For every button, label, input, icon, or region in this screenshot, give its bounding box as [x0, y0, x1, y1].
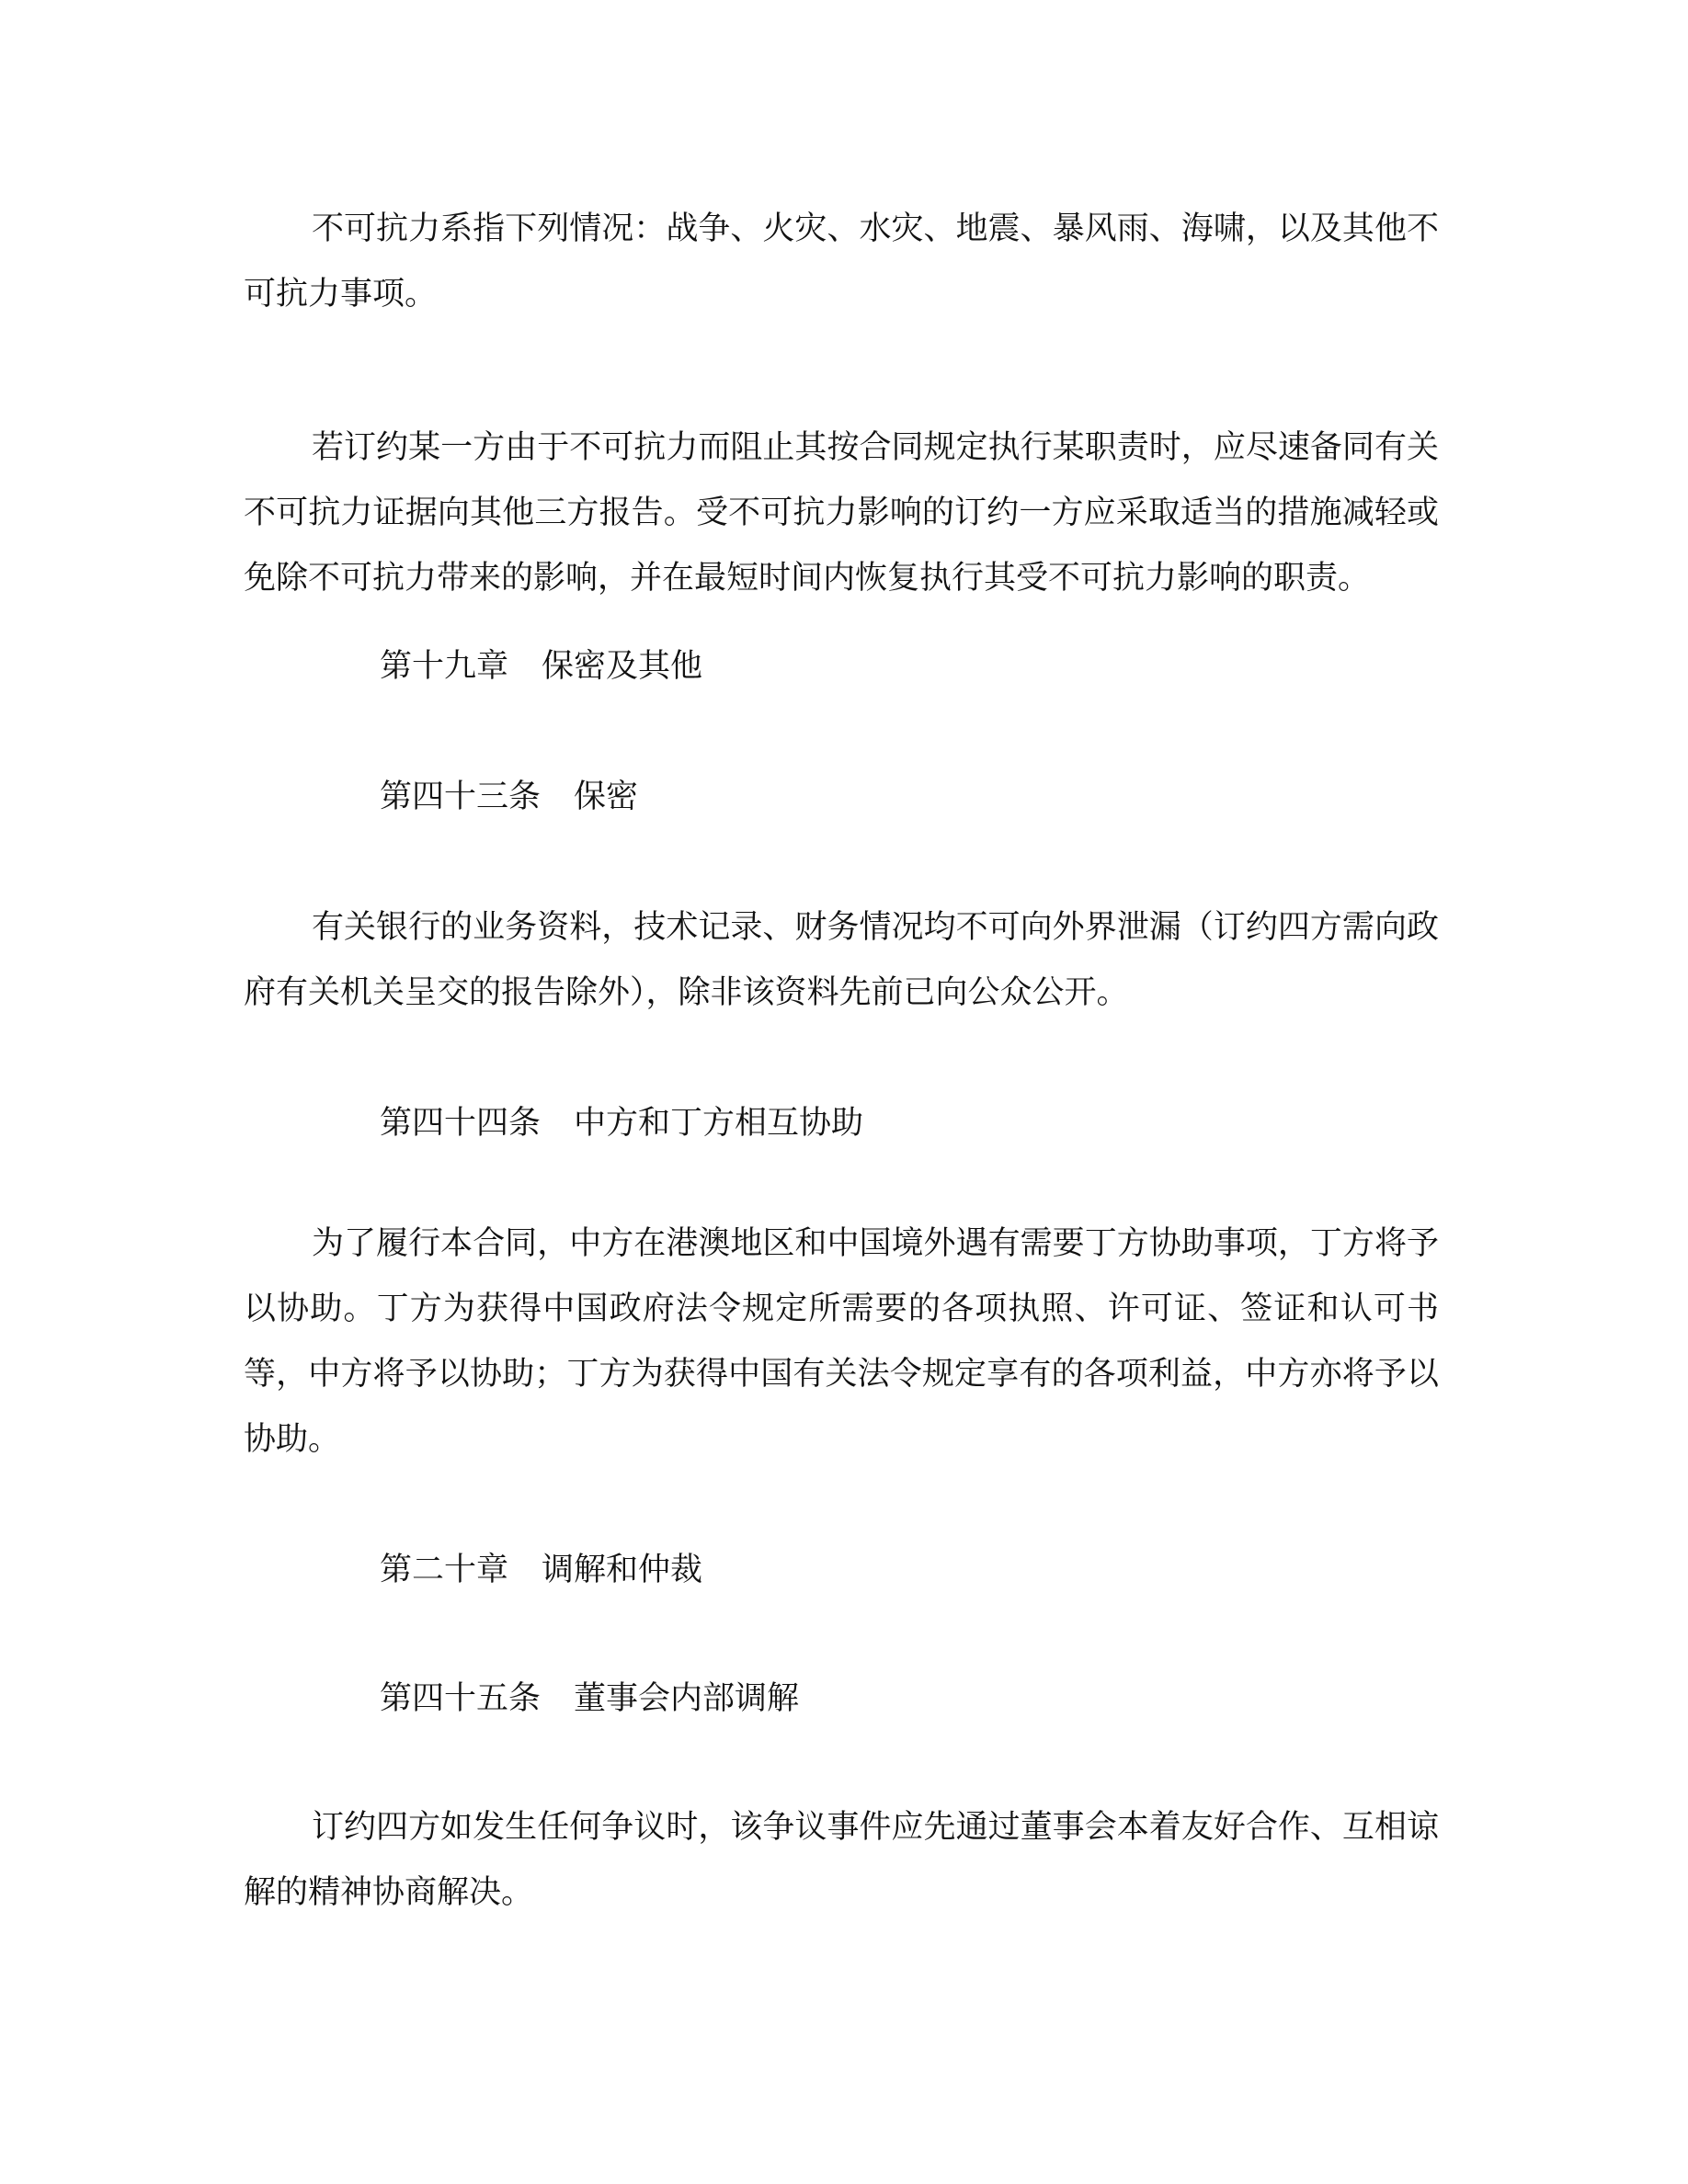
- article-title: 董事会内部调解: [574, 1680, 800, 1717]
- paragraph-force-majeure-definition: 不可抗力系指下列情况：战争、火灾、水灾、地震、暴风雨、海啸，以及其他不可抗力事项。: [244, 210, 1439, 313]
- article-number: 第四十四条: [380, 1105, 542, 1142]
- article-heading-44: [244, 1091, 1439, 1156]
- chapter-number: 第十九章: [380, 648, 509, 685]
- article-number: 第四十五条: [380, 1680, 542, 1717]
- article-heading-45: [244, 1666, 1439, 1732]
- article-heading-43: [244, 765, 1439, 830]
- chapter-number: 第二十章: [380, 1552, 509, 1588]
- paragraph-mutual-assistance: 为了履行本合同，中方在港澳地区和中国境外遇有需要丁方协助事项，丁方将予以协助。丁方为获得中国政府法令规定所需要的各项执照、许可证、签证和认可书等，中方将予以协助；丁方为获得中国有关法令规定享有的各项利益，中方亦将予以协助。: [244, 1225, 1439, 1458]
- paragraph-force-majeure-report: 若订约某一方由于不可抗力而阻止其按合同规定执行某职责时，应尽速备同有关不可抗力证据向其他三方报告。受不可抗力影响的订约一方应采取适当的措施减轻或免除不可抗力带来的影响，并在最短时间内恢复执行其受不可抗力影响的职责。: [244, 429, 1439, 597]
- chapter-title: 保密及其他: [542, 648, 703, 685]
- chapter-heading-19: [244, 634, 1439, 700]
- chapter-heading-20: [244, 1538, 1439, 1603]
- paragraph-board-mediation: 订约四方如发生任何争议时，该争议事件应先通过董事会本着友好合作、互相谅解的精神协商解决。: [244, 1809, 1439, 1911]
- chapter-title: 调解和仲裁: [542, 1552, 703, 1588]
- paragraph-confidentiality: 有关银行的业务资料，技术记录、财务情况均不可向外界泄漏（订约四方需向政府有关机关呈交的报告除外），除非该资料先前已向公众公开。: [244, 909, 1439, 1011]
- article-title: 保密: [574, 779, 639, 815]
- article-number: 第四十三条: [380, 779, 542, 815]
- article-title: 中方和丁方相互协助: [574, 1105, 864, 1142]
